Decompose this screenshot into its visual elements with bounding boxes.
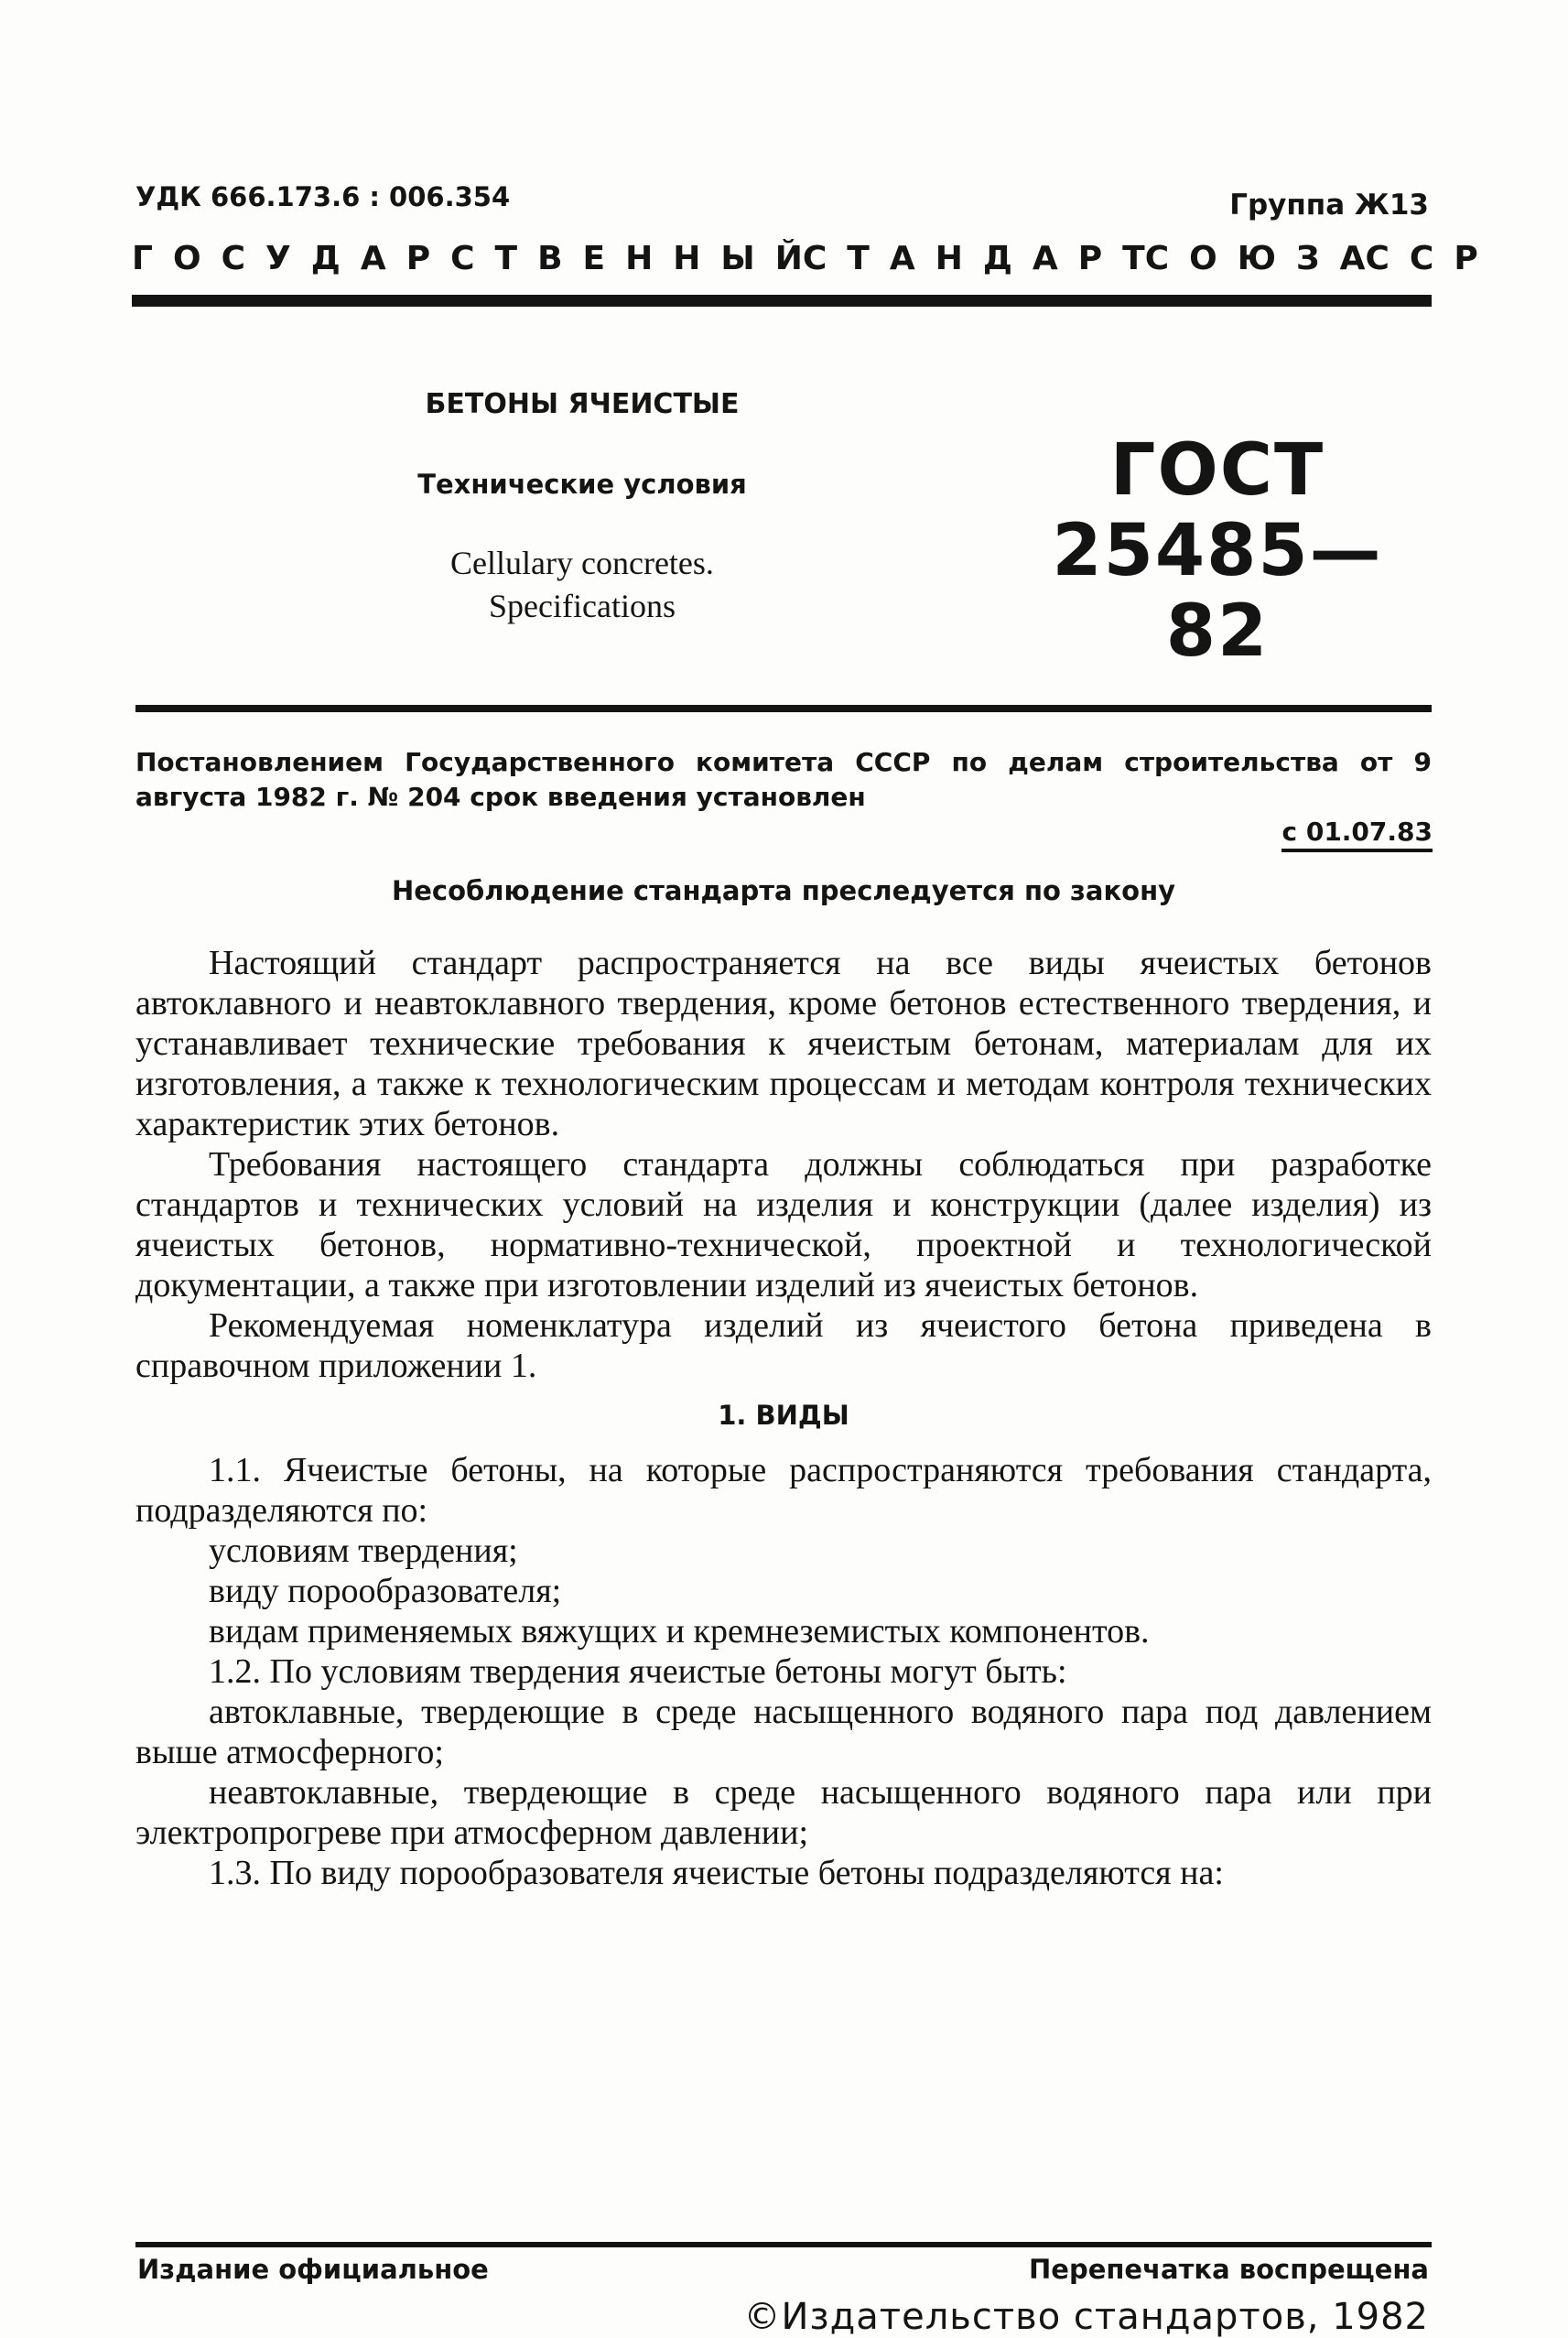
banner-letter: З <box>1296 240 1320 277</box>
section-paragraph: условиям твердения; <box>209 1532 518 1570</box>
banner-letter: С <box>1365 240 1390 277</box>
official-edition-label: Издание официальное <box>137 2254 489 2285</box>
section-paragraph: 1.3. По виду порообразователя ячеистые бетоны подразделяются на: <box>209 1854 1224 1892</box>
banner-letter: Н <box>673 240 701 277</box>
banner-letter: Г <box>132 240 153 277</box>
gost-label: ГОСТ <box>1109 429 1325 512</box>
group-code: Группа Ж13 <box>1229 189 1429 222</box>
banner-letter: Т <box>1122 240 1145 277</box>
banner-letter: Й <box>774 240 803 277</box>
banner-letter: А <box>889 240 915 277</box>
banner-letter: Ы <box>720 240 755 277</box>
banner-letter: Н <box>935 240 963 277</box>
section-paragraph: 1.1. Ячеистые бетоны, на которые распространяются требования стандарта, подразделяются по: <box>135 1451 1432 1530</box>
header-rule <box>132 295 1432 307</box>
banner-letter: Р <box>406 240 431 277</box>
banner-letter: А <box>1032 240 1058 277</box>
banner-letter: О <box>1189 240 1217 277</box>
section-paragraph: 1.2. По условиям твердения ячеистые бетоны могут быть: <box>209 1652 1067 1691</box>
document-title: БЕТОНЫ ЯЧЕИСТЫЕ <box>425 388 740 420</box>
footer-rule <box>135 2242 1432 2247</box>
banner-word-4 <box>1365 240 1477 277</box>
title-rule <box>135 705 1432 712</box>
decree-text: Постановлением Государственного комитета СССР по делам строительства от 9 августа 1982 г. № 204 срок введения установлен <box>135 747 1432 812</box>
banner-letter: С <box>1144 240 1170 277</box>
banner-letter: Д <box>982 240 1012 277</box>
gost-number: 25485—82 <box>1052 510 1383 673</box>
banner-letter: Р <box>1454 240 1478 277</box>
banner-letter: Д <box>310 240 341 277</box>
banner-letter: Т <box>847 240 870 277</box>
banner-letter: Р <box>1077 240 1103 277</box>
banner-letter: С <box>802 240 827 277</box>
section-paragraph: виду порообразователя; <box>209 1572 562 1610</box>
banner-letter: Е <box>582 240 606 277</box>
banner-word-3 <box>1145 240 1366 277</box>
state-standard-banner <box>132 240 1478 277</box>
section-paragraph: неавтоклавные, твердеющие в среде насыщенного водяного пара или при электропрогреве при атмосферном давлении; <box>135 1773 1432 1852</box>
banner-letter: А <box>1339 240 1366 277</box>
banner-letter: В <box>537 240 563 277</box>
section-paragraph: автоклавные, твердеющие в среде насыщенного водяного пара под давлением выше атмосферного; <box>135 1693 1432 1771</box>
reprint-prohibited-label: Перепечатка воспрещена <box>1029 2254 1429 2285</box>
effective-date: с 01.07.83 <box>1281 817 1433 852</box>
banner-letter: Н <box>625 240 654 277</box>
section-heading: 1. ВИДЫ <box>718 1400 849 1431</box>
banner-letter: С <box>1409 240 1434 277</box>
document-body <box>135 943 1432 1893</box>
english-title-line-1: Cellulary concretes. <box>450 545 714 581</box>
banner-letter: Т <box>494 240 518 277</box>
banner-word-1 <box>132 240 803 277</box>
english-title <box>408 542 756 628</box>
english-title-line-2: Specifications <box>489 588 676 624</box>
intro-paragraph: Требования настоящего стандарта должны соблюдаться при разработке стандартов и технических условий на изделия и конструкции (далее изделия) из ячеистых бетонов, нормативно-технической, проектной и технологической документации, а также при изготовлении изделий из ячеистых бетонов. <box>135 1145 1432 1304</box>
banner-letter: С <box>221 240 245 277</box>
banner-letter: Ю <box>1237 240 1277 277</box>
legal-warning: Несоблюдение стандарта преследуется по закону <box>391 875 1176 906</box>
section-paragraph: видам применяемых вяжущих и кремнеземистых компонентов. <box>209 1612 1150 1651</box>
document-subtitle: Технические условия <box>417 469 747 500</box>
banner-letter: У <box>265 240 291 277</box>
banner-letter: А <box>360 240 386 277</box>
intro-paragraph: Рекомендуемая номенклатура изделий из ячеистого бетона приведена в справочном приложении 1. <box>135 1306 1432 1385</box>
banner-letter: С <box>450 240 475 277</box>
intro-paragraph: Настоящий стандарт распространяется на все виды ячеистых бетонов автоклавного и неавтоклавного твердения, кроме бетонов естественного твердения, и устанавливает технические требования к ячеистым бетонам, материалам для их изготовления, а также к технологическим процессам и методам контроля технических характеристик этих бетонов. <box>135 944 1432 1143</box>
udk-code: УДК 666.173.6 : 006.354 <box>135 181 511 212</box>
banner-word-2 <box>803 240 1145 277</box>
gost-designation <box>1025 430 1410 672</box>
copyright-line: ©Издательство стандартов, 1982 <box>743 2296 1429 2338</box>
banner-letter: О <box>172 240 201 277</box>
